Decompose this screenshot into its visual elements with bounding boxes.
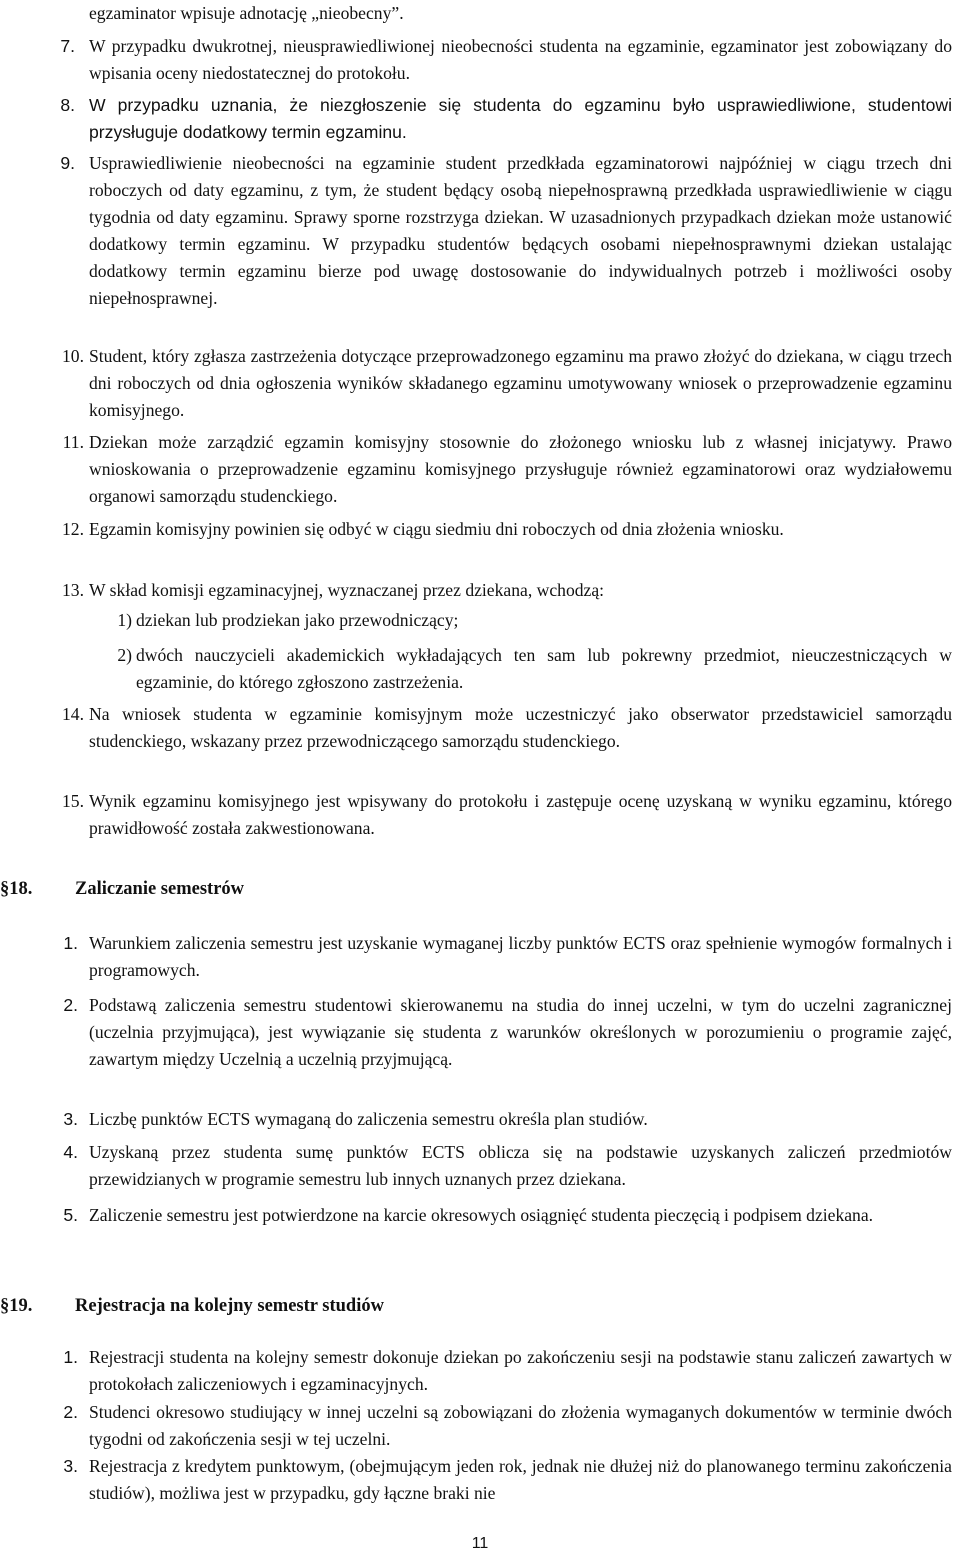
sub-item-number: 2) — [117, 645, 132, 665]
item-number: 11. — [62, 432, 84, 452]
item-number: 3. — [63, 1456, 78, 1476]
item-number: 1. — [63, 1347, 78, 1367]
item-number: 8. — [60, 95, 75, 115]
s19-paragraph-2: Studenci okresowo studiujący w innej uczelni są zobowiązani do złożenia wymaganych dokumentów w terminie dwóch tygodni od zakończenia sesji w tej uczelni. — [89, 1402, 952, 1449]
s18-paragraph-5: Zaliczenie semestru jest potwierdzone na karcie okresowych osiągnięć studenta pieczęcią i podpisem dziekana. — [89, 1205, 874, 1225]
continued-text: egzaminator wpisuje adnotację „nieobecny”. — [89, 3, 404, 23]
paragraph-9: Usprawiedliwienie nieobecności na egzaminie student przedkłada egzaminatorowi najpóźniej w ciągu trzech dni roboczych od daty egzaminu, z tym, że student będący osobą niepełnosprawną przedkłada usprawiedliwienie w ciągu tygodnia od daty egzaminu. Sprawy sporne rozstrzyga dziekan. W uzasadnionych przypadkach dziekan może ustanowić dodatkowy termin egzaminu. W przypadku studentów będących osobami niepełnosprawnymi dziekan ustalając dodatkowy termin egzaminu bierze pod uwagę dostosowanie do indywidualnych potrzeb i możliwości osoby niepełnosprawnej. — [89, 153, 952, 308]
item-number: 12. — [62, 519, 84, 539]
s19-paragraph-3: Rejestracja z kredytem punktowym, (obejmującym jeden rok, jednak nie dłużej niż do planowanego terminu zakończenia studiów), możliwa jest w przypadku, gdy łączne braki nie — [89, 1456, 952, 1503]
sub-item-number: 1) — [117, 610, 132, 630]
page-number: 11 — [471, 1535, 489, 1552]
paragraph-10: Student, który zgłasza zastrzeżenia dotyczące przeprowadzonego egzaminu ma prawo złożyć do dziekana, w ciągu trzech dni roboczych od dnia ogłoszenia wyników składanego egzaminu umotywowany wniosek o przeprowadzenie egzaminu komisyjnego. — [89, 346, 952, 420]
paragraph-12: Egzamin komisyjny powinien się odbyć w ciągu siedmiu dni roboczych od dnia złożenia wniosku. — [89, 519, 784, 539]
item-number: 14. — [62, 704, 84, 724]
paragraph-13: W skład komisji egzaminacyjnej, wyznaczanej przez dziekana, wchodzą: — [89, 580, 605, 600]
paragraph-14: Na wniosek studenta w egzaminie komisyjnym może uczestniczyć jako obserwator przedstawiciel samorządu studenckiego, wskazany przez przewodniczącego samorządu studenckiego. — [89, 704, 952, 751]
item-number: 15. — [62, 791, 84, 811]
item-number: 2. — [63, 1402, 78, 1422]
item-number: 7. — [60, 36, 75, 56]
section-title-18: Zaliczanie semestrów — [75, 879, 245, 899]
item-number: 2. — [63, 995, 78, 1015]
item-number: 5. — [63, 1205, 78, 1225]
item-number: 10. — [62, 346, 84, 366]
s18-paragraph-1: Warunkiem zaliczenia semestru jest uzyskanie wymaganej liczby punktów ECTS oraz spełnienie wymogów formalnych i programowych. — [89, 933, 952, 980]
s18-paragraph-2: Podstawą zaliczenia semestru studentowi skierowanemu na studia do innej uczelni, w tym do uczelni zagranicznej (uczelnia przyjmująca), jest wywiązanie się studenta z warunków określonych w porozumieniu o programie zajęć, zawartym między Uczelnią a uczelnią przyjmującą. — [89, 995, 952, 1069]
paragraph-15: Wynik egzaminu komisyjnego jest wpisywany do protokołu i zastępuje ocenę uzyskaną w wyniku egzaminu, którego prawidłowość została zakwestionowana. — [89, 791, 952, 838]
s18-paragraph-4: Uzyskaną przez studenta sumę punktów ECTS oblicza się na podstawie uzyskanych zaliczeń przedmiotów przewidzianych w programie semestru lub innych uznanych przez dziekana. — [89, 1142, 952, 1189]
item-number: 9. — [60, 153, 75, 173]
item-number: 3. — [63, 1109, 78, 1129]
sub-item: dwóch nauczycieli akademickich wykładających ten sam lub pokrewny przedmiot, nieuczestniczących w egzaminie, do którego zgłoszono zastrzeżenia. — [136, 645, 952, 692]
paragraph-7: W przypadku dwukrotnej, nieusprawiedliwionej nieobecności studenta na egzaminie, egzaminator jest zobowiązany do wpisania oceny niedostatecznej do protokołu. — [89, 36, 952, 83]
sub-item: dziekan lub prodziekan jako przewodniczący; — [136, 610, 459, 630]
section-sign-18: §18. — [0, 879, 33, 899]
item-number: 4. — [63, 1142, 78, 1162]
s18-paragraph-3: Liczbę punktów ECTS wymaganą do zaliczenia semestru określa plan studiów. — [89, 1109, 648, 1129]
paragraph-11: Dziekan może zarządzić egzamin komisyjny stosownie do złożonego wniosku lub z własnej inicjatywy. Prawo wnioskowania o przeprowadzenie egzaminu komisyjnego przysługuje również egzaminatorowi oraz wydziałowemu organowi samorządu studenckiego. — [89, 432, 952, 506]
s19-paragraph-1: Rejestracji studenta na kolejny semestr dokonuje dziekan po zakończeniu sesji na podstawie stanu zaliczeń zawartych w protokołach zaliczeniowych i egzaminacyjnych. — [89, 1347, 952, 1394]
item-number: 1. — [63, 933, 78, 953]
item-number: 13. — [62, 580, 84, 600]
section-title-19: Rejestracja na kolejny semestr studiów — [75, 1296, 384, 1316]
paragraph-8: W przypadku uznania, że niezgłoszenie się studenta do egzaminu było usprawiedliwione, studentowi przysługuje dodatkowy termin egzaminu. — [89, 95, 952, 142]
section-sign-19: §19. — [0, 1296, 33, 1316]
